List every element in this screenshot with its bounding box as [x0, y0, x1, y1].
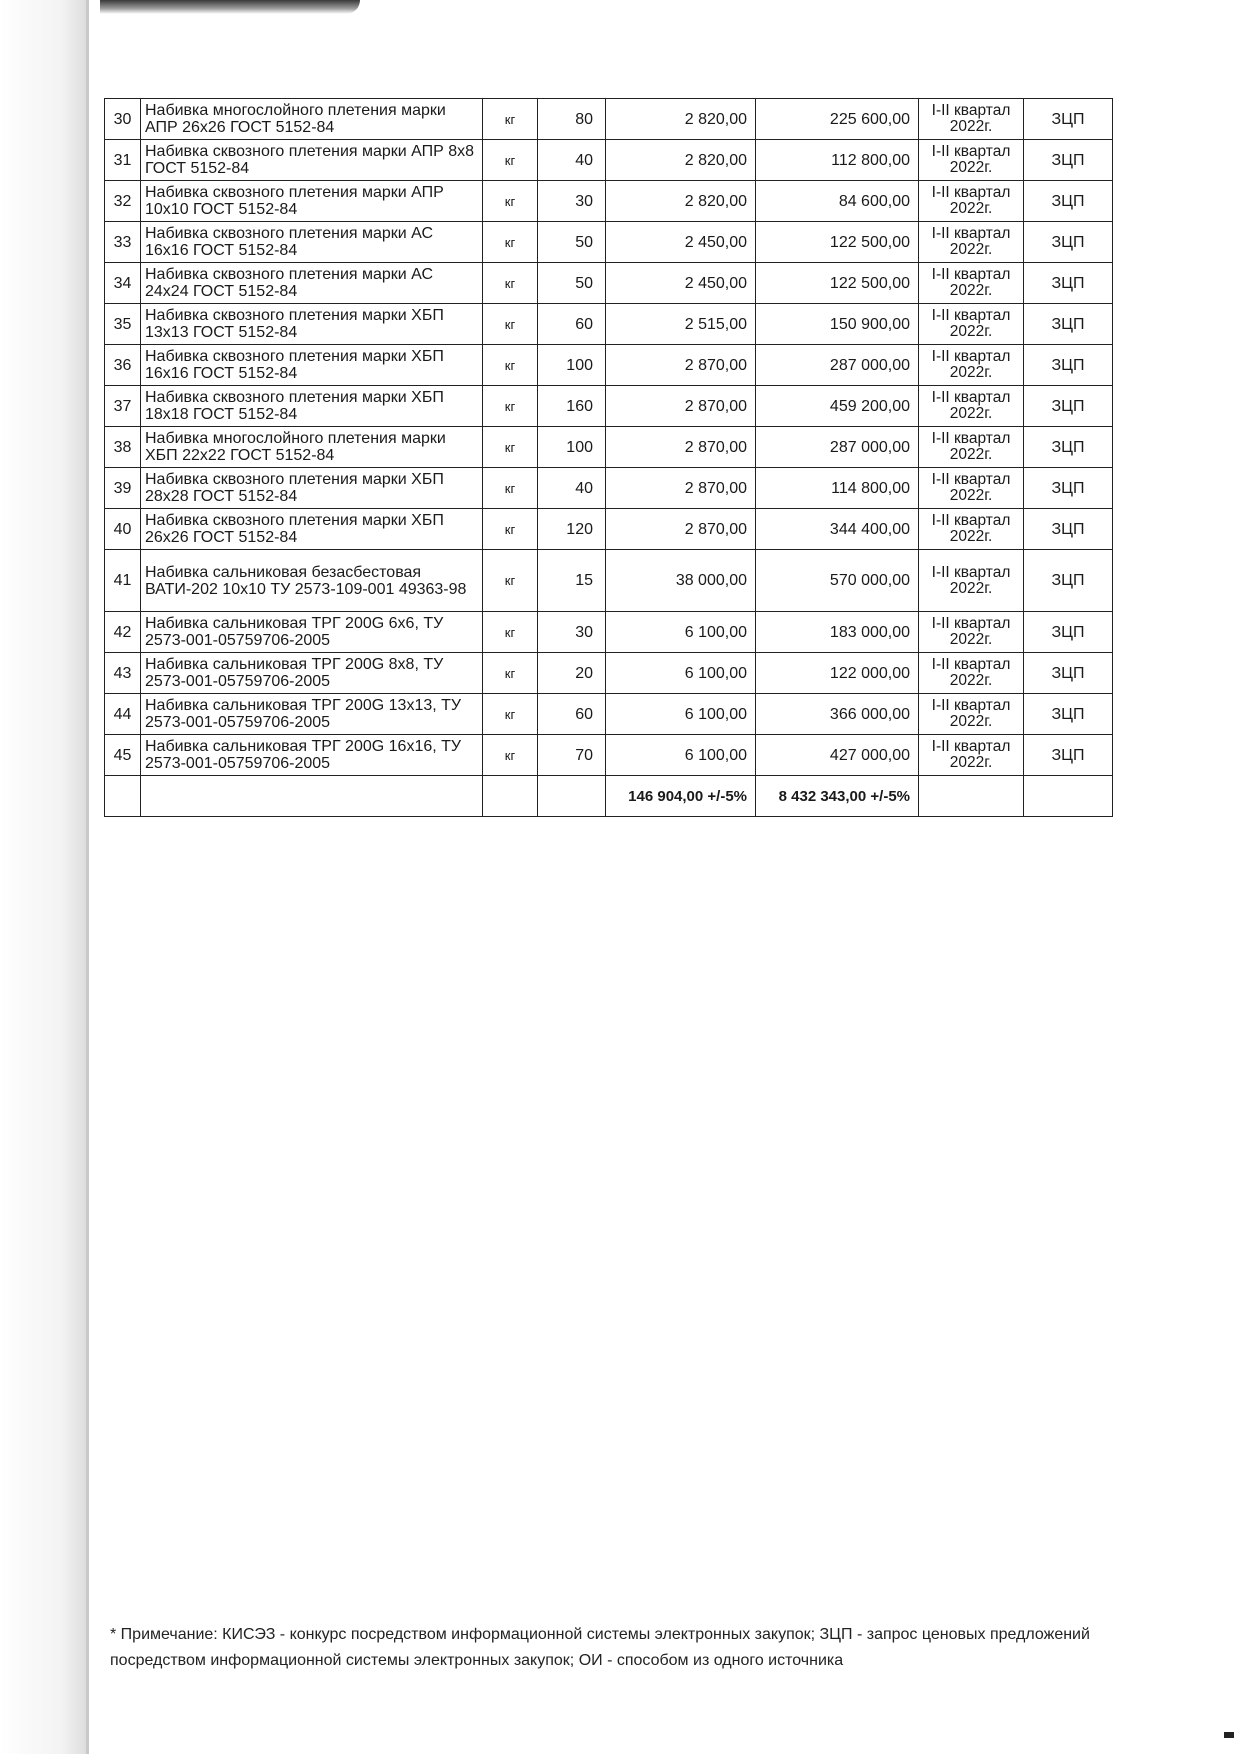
item-method: ЗЦП	[1024, 222, 1113, 263]
row-number: 31	[105, 140, 141, 181]
row-number: 35	[105, 304, 141, 345]
item-period: I-II квартал 2022г.	[919, 468, 1024, 509]
row-number: 42	[105, 612, 141, 653]
item-period: I-II квартал 2022г.	[919, 222, 1024, 263]
item-method: ЗЦП	[1024, 550, 1113, 612]
item-period: I-II квартал 2022г.	[919, 181, 1024, 222]
item-method: ЗЦП	[1024, 345, 1113, 386]
table-row	[105, 509, 1113, 550]
item-name: Набивка сквозного плетения марки ХБП 28х28 ГОСТ 5152-84	[141, 468, 483, 509]
item-sum: 225 600,00	[756, 99, 919, 140]
scan-corner-mark	[1224, 1732, 1234, 1738]
item-sum: 427 000,00	[756, 735, 919, 776]
item-quantity: 60	[538, 304, 606, 345]
item-unit: кг	[483, 386, 538, 427]
row-number: 32	[105, 181, 141, 222]
item-period: I-II квартал 2022г.	[919, 140, 1024, 181]
table-row	[105, 99, 1113, 140]
row-number: 30	[105, 99, 141, 140]
item-unit: кг	[483, 550, 538, 612]
item-quantity: 100	[538, 427, 606, 468]
item-name: Набивка сальниковая ТРГ 200G 6х6, ТУ 2573-001-05759706-2005	[141, 612, 483, 653]
empty-cell	[919, 776, 1024, 817]
item-period: I-II квартал 2022г.	[919, 345, 1024, 386]
item-sum: 122 000,00	[756, 653, 919, 694]
table-row	[105, 694, 1113, 735]
item-method: ЗЦП	[1024, 99, 1113, 140]
table-row	[105, 304, 1113, 345]
item-sum: 287 000,00	[756, 345, 919, 386]
item-quantity: 15	[538, 550, 606, 612]
empty-cell	[105, 776, 141, 817]
item-period: I-II квартал 2022г.	[919, 653, 1024, 694]
table-row	[105, 140, 1113, 181]
table-row	[105, 222, 1113, 263]
table-row	[105, 181, 1113, 222]
totals-row	[105, 776, 1113, 817]
row-number: 38	[105, 427, 141, 468]
item-sum: 459 200,00	[756, 386, 919, 427]
procurement-table	[104, 98, 1113, 817]
total-price: 146 904,00 +/-5%	[606, 776, 756, 817]
item-sum: 570 000,00	[756, 550, 919, 612]
item-unit: кг	[483, 140, 538, 181]
item-name: Набивка сквозного плетения марки ХБП 26х26 ГОСТ 5152-84	[141, 509, 483, 550]
item-sum: 114 800,00	[756, 468, 919, 509]
table-row	[105, 550, 1113, 612]
item-quantity: 60	[538, 694, 606, 735]
item-price: 6 100,00	[606, 653, 756, 694]
item-name: Набивка сквозного плетения марки ХБП 16х16 ГОСТ 5152-84	[141, 345, 483, 386]
item-quantity: 30	[538, 612, 606, 653]
item-method: ЗЦП	[1024, 612, 1113, 653]
item-quantity: 30	[538, 181, 606, 222]
item-name: Набивка многослойного плетения марки ХБП 22х22 ГОСТ 5152-84	[141, 427, 483, 468]
item-price: 2 870,00	[606, 427, 756, 468]
item-period: I-II квартал 2022г.	[919, 509, 1024, 550]
item-price: 2 870,00	[606, 509, 756, 550]
item-price: 6 100,00	[606, 612, 756, 653]
item-price: 2 870,00	[606, 345, 756, 386]
item-name: Набивка сквозного плетения марки АС 16х16 ГОСТ 5152-84	[141, 222, 483, 263]
item-quantity: 120	[538, 509, 606, 550]
row-number: 39	[105, 468, 141, 509]
row-number: 43	[105, 653, 141, 694]
item-quantity: 100	[538, 345, 606, 386]
item-name: Набивка сквозного плетения марки ХБП 13х13 ГОСТ 5152-84	[141, 304, 483, 345]
item-method: ЗЦП	[1024, 181, 1113, 222]
row-number: 36	[105, 345, 141, 386]
item-period: I-II квартал 2022г.	[919, 263, 1024, 304]
table-row	[105, 263, 1113, 304]
row-number: 33	[105, 222, 141, 263]
item-method: ЗЦП	[1024, 735, 1113, 776]
empty-cell	[1024, 776, 1113, 817]
item-name: Набивка сквозного плетения марки АПР 10х10 ГОСТ 5152-84	[141, 181, 483, 222]
row-number: 37	[105, 386, 141, 427]
item-sum: 344 400,00	[756, 509, 919, 550]
item-period: I-II квартал 2022г.	[919, 99, 1024, 140]
item-name: Набивка сальниковая безасбестовая ВАТИ-202 10х10 ТУ 2573-109-001 49363-98	[141, 550, 483, 612]
item-unit: кг	[483, 694, 538, 735]
item-quantity: 80	[538, 99, 606, 140]
item-unit: кг	[483, 345, 538, 386]
table-row	[105, 653, 1113, 694]
empty-cell	[483, 776, 538, 817]
item-unit: кг	[483, 653, 538, 694]
item-price: 2 820,00	[606, 140, 756, 181]
item-price: 2 820,00	[606, 181, 756, 222]
item-name: Набивка многослойного плетения марки АПР 26х26 ГОСТ 5152-84	[141, 99, 483, 140]
item-quantity: 50	[538, 222, 606, 263]
item-price: 2 820,00	[606, 99, 756, 140]
item-quantity: 70	[538, 735, 606, 776]
item-unit: кг	[483, 263, 538, 304]
item-period: I-II квартал 2022г.	[919, 612, 1024, 653]
empty-cell	[538, 776, 606, 817]
item-name: Набивка сквозного плетения марки АПР 8х8 ГОСТ 5152-84	[141, 140, 483, 181]
item-period: I-II квартал 2022г.	[919, 427, 1024, 468]
item-sum: 183 000,00	[756, 612, 919, 653]
item-method: ЗЦП	[1024, 694, 1113, 735]
table-row	[105, 345, 1113, 386]
item-name: Набивка сквозного плетения марки ХБП 18х18 ГОСТ 5152-84	[141, 386, 483, 427]
item-sum: 150 900,00	[756, 304, 919, 345]
item-unit: кг	[483, 304, 538, 345]
item-sum: 366 000,00	[756, 694, 919, 735]
item-method: ЗЦП	[1024, 386, 1113, 427]
item-unit: кг	[483, 181, 538, 222]
item-method: ЗЦП	[1024, 263, 1113, 304]
item-quantity: 50	[538, 263, 606, 304]
scan-left-shadow	[0, 0, 88, 1754]
item-sum: 84 600,00	[756, 181, 919, 222]
item-price: 2 515,00	[606, 304, 756, 345]
table-row	[105, 427, 1113, 468]
item-name: Набивка сальниковая ТРГ 200G 16х16, ТУ 2573-001-05759706-2005	[141, 735, 483, 776]
item-method: ЗЦП	[1024, 509, 1113, 550]
table-row	[105, 735, 1113, 776]
scan-top-shadow	[100, 0, 360, 14]
item-sum: 122 500,00	[756, 263, 919, 304]
item-unit: кг	[483, 222, 538, 263]
table-row	[105, 468, 1113, 509]
item-unit: кг	[483, 612, 538, 653]
item-unit: кг	[483, 735, 538, 776]
row-number: 40	[105, 509, 141, 550]
item-price: 2 450,00	[606, 222, 756, 263]
item-period: I-II квартал 2022г.	[919, 550, 1024, 612]
item-quantity: 20	[538, 653, 606, 694]
item-period: I-II квартал 2022г.	[919, 694, 1024, 735]
item-price: 2 450,00	[606, 263, 756, 304]
item-sum: 287 000,00	[756, 427, 919, 468]
item-price: 38 000,00	[606, 550, 756, 612]
total-sum: 8 432 343,00 +/-5%	[756, 776, 919, 817]
item-name: Набивка сальниковая ТРГ 200G 8х8, ТУ 2573-001-05759706-2005	[141, 653, 483, 694]
item-sum: 112 800,00	[756, 140, 919, 181]
item-price: 6 100,00	[606, 694, 756, 735]
item-unit: кг	[483, 468, 538, 509]
item-method: ЗЦП	[1024, 304, 1113, 345]
item-quantity: 160	[538, 386, 606, 427]
row-number: 44	[105, 694, 141, 735]
item-period: I-II квартал 2022г.	[919, 735, 1024, 776]
item-quantity: 40	[538, 140, 606, 181]
procurement-table-body	[105, 99, 1113, 817]
item-method: ЗЦП	[1024, 427, 1113, 468]
row-number: 45	[105, 735, 141, 776]
item-price: 6 100,00	[606, 735, 756, 776]
table-row	[105, 386, 1113, 427]
item-unit: кг	[483, 427, 538, 468]
table-row	[105, 612, 1113, 653]
item-price: 2 870,00	[606, 468, 756, 509]
item-sum: 122 500,00	[756, 222, 919, 263]
item-period: I-II квартал 2022г.	[919, 386, 1024, 427]
empty-cell	[141, 776, 483, 817]
row-number: 41	[105, 550, 141, 612]
item-method: ЗЦП	[1024, 140, 1113, 181]
item-name: Набивка сквозного плетения марки АС 24х24 ГОСТ 5152-84	[141, 263, 483, 304]
scan-left-edge	[86, 0, 89, 1754]
item-name: Набивка сальниковая ТРГ 200G 13х13, ТУ 2573-001-05759706-2005	[141, 694, 483, 735]
row-number: 34	[105, 263, 141, 304]
item-method: ЗЦП	[1024, 653, 1113, 694]
item-period: I-II квартал 2022г.	[919, 304, 1024, 345]
item-unit: кг	[483, 509, 538, 550]
item-unit: кг	[483, 99, 538, 140]
footnote: * Примечание: КИСЭЗ - конкурс посредством информационной системы электронных закупок; ЗЦП - запрос ценовых предложений посредством информационной системы электронных закупок; ОИ - способом из одного источника	[110, 1626, 1090, 1669]
item-quantity: 40	[538, 468, 606, 509]
item-method: ЗЦП	[1024, 468, 1113, 509]
item-price: 2 870,00	[606, 386, 756, 427]
